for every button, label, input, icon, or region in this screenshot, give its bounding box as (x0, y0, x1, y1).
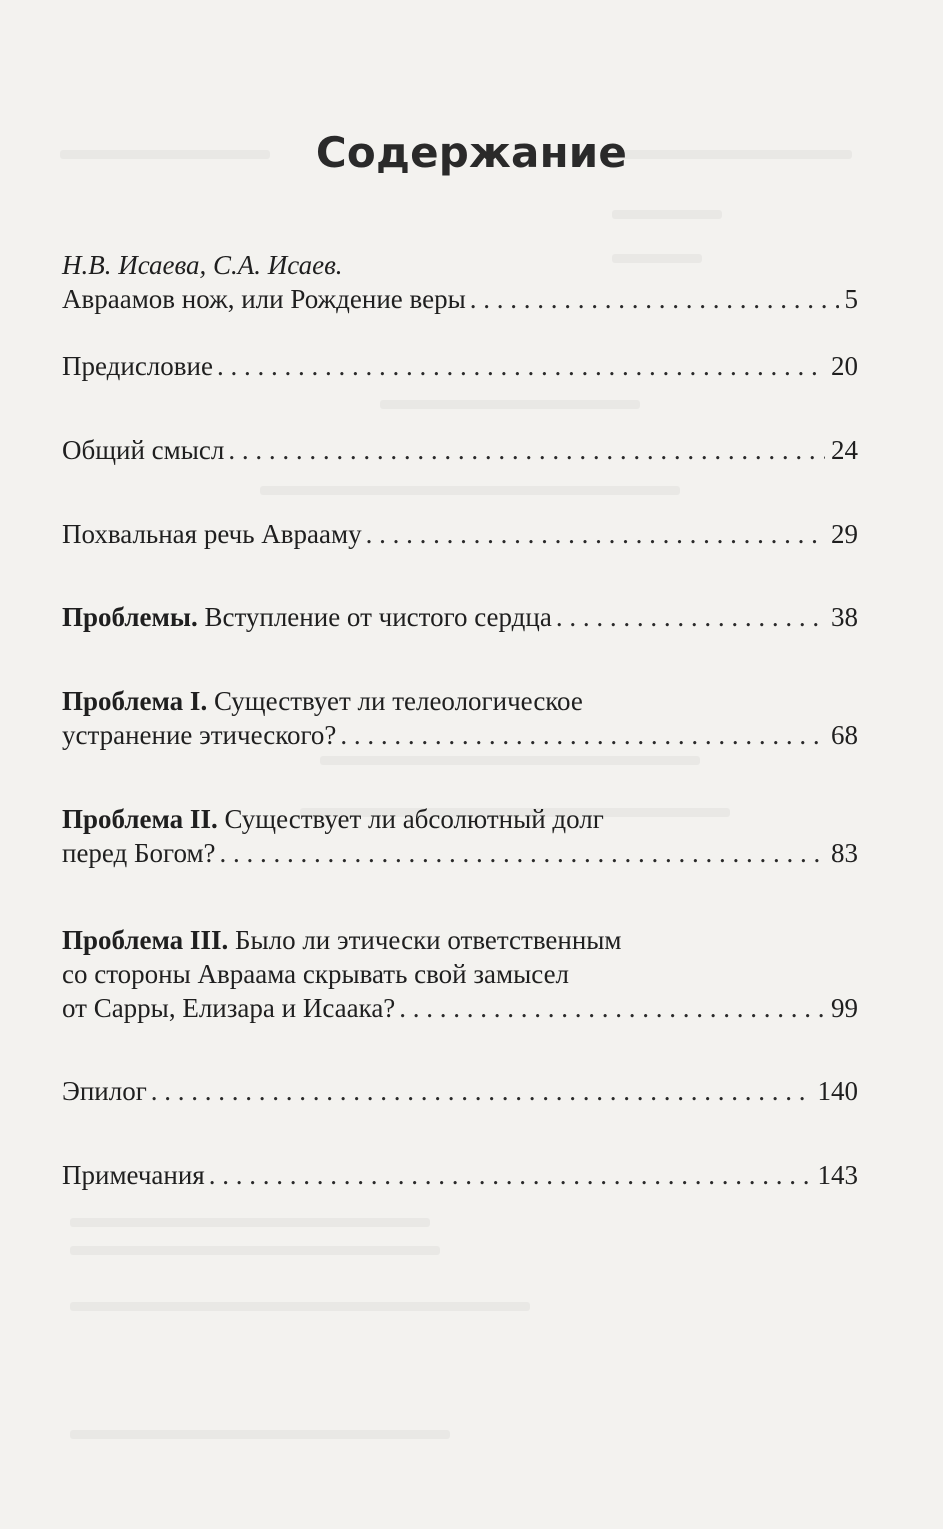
toc-entry (62, 923, 858, 1025)
entry-title-part: со стороны Авраама скрывать свой замысел (62, 959, 570, 989)
entry-author: Н.В. Исаева, С.А. Исаев. (62, 250, 343, 280)
entry-page-number: 24 (831, 435, 858, 465)
entry-label: Проблема II. (62, 804, 218, 834)
entry-label: Проблема III. (62, 925, 229, 955)
toc-entry (62, 248, 858, 316)
toc-entry (62, 1158, 858, 1192)
entry-title: перед Богом? (62, 838, 216, 868)
show-through-mark (612, 210, 722, 219)
dot-leader (366, 517, 825, 551)
entry-title-line (62, 282, 858, 316)
entry-title-part: Существует ли абсолютный долг (224, 804, 604, 834)
show-through-mark (70, 1246, 440, 1255)
entry-title-part: Было ли этически ответственным (234, 925, 622, 955)
entry-page-number: 20 (831, 351, 858, 381)
entry-page-number: 68 (831, 720, 858, 750)
entry-title-line (62, 1074, 858, 1108)
entry-label: Проблема I. (62, 686, 208, 716)
toc-entry (62, 433, 858, 467)
entry-title-line (62, 433, 858, 467)
entry-first-line (62, 802, 858, 836)
entry-title: Эпилог (62, 1076, 147, 1106)
entry-title-line (62, 991, 858, 1025)
entry-title-wrap (62, 600, 552, 634)
toc-entry (62, 349, 858, 383)
entry-page-number: 99 (831, 993, 858, 1023)
dot-leader (399, 991, 825, 1025)
dot-leader (556, 600, 825, 634)
dot-leader (470, 282, 839, 316)
dot-leader (209, 1158, 812, 1192)
entry-title-line (62, 349, 858, 383)
entry-title: от Сарры, Елизара и Исаака? (62, 993, 396, 1023)
dot-leader (340, 718, 825, 752)
entry-label: Проблемы. (62, 602, 198, 632)
entry-title: Похвальная речь Аврааму (62, 519, 362, 549)
toc-entry (62, 802, 858, 870)
entry-first-line (62, 923, 858, 957)
entry-title: Предисловие (62, 351, 213, 381)
dot-leader (220, 836, 825, 870)
dot-leader (228, 433, 825, 467)
entry-page-number: 38 (831, 602, 858, 632)
entry-title-line (62, 836, 858, 870)
entry-page-number: 29 (831, 519, 858, 549)
entry-title-line (62, 517, 858, 551)
entry-title: Примечания (62, 1160, 205, 1190)
entry-title-part: Существует ли телеологическое (213, 686, 583, 716)
show-through-mark (260, 486, 680, 495)
entry-title: Авраамов нож, или Рождение веры (62, 284, 466, 314)
entry-title: устранение этического? (62, 720, 337, 750)
show-through-mark (70, 1218, 430, 1227)
entry-page-number: 143 (817, 1160, 858, 1190)
show-through-mark (70, 1302, 530, 1311)
entry-page-number: 140 (817, 1076, 858, 1106)
show-through-mark (320, 756, 700, 765)
toc-entry (62, 684, 858, 752)
toc-entry (62, 517, 858, 551)
dot-leader (151, 1074, 812, 1108)
entry-page-number: 5 (844, 284, 858, 314)
entry-second-line (62, 957, 858, 991)
toc-entry (62, 1074, 858, 1108)
page-title: Содержание (315, 128, 628, 177)
entry-first-line (62, 684, 858, 718)
show-through-mark (380, 400, 640, 409)
entry-title: Вступление от чистого сердца (204, 602, 552, 632)
entry-title-line (62, 1158, 858, 1192)
dot-leader (217, 349, 825, 383)
entry-title-line (62, 600, 858, 634)
entry-title: Общий смысл (62, 435, 225, 465)
toc-entry (62, 600, 858, 634)
entry-page-number: 83 (831, 838, 858, 868)
show-through-mark (70, 1430, 450, 1439)
entry-title-line (62, 718, 858, 752)
